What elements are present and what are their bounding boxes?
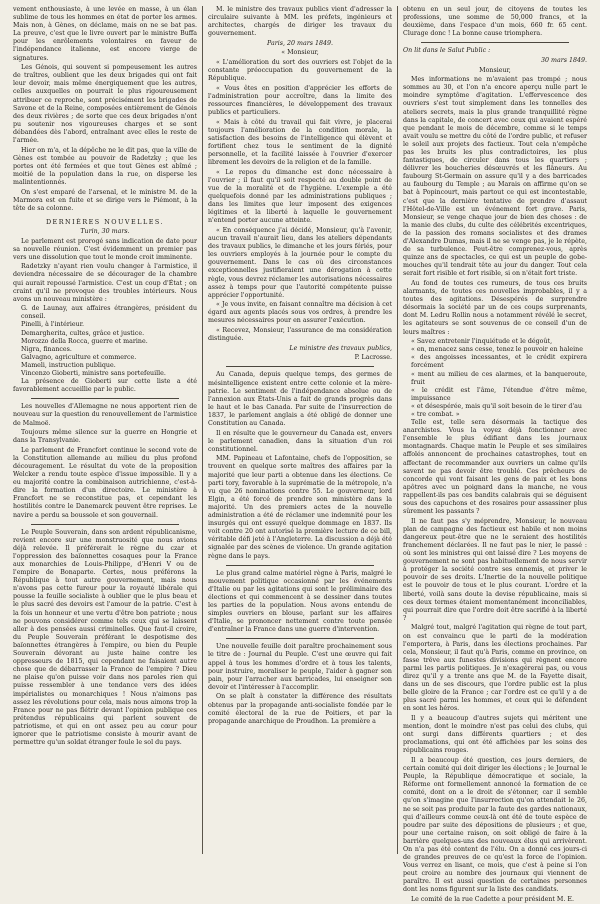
paragraph: Il y a beaucoup d'autres sujets qui méritent une mention, dont le moindre n'est pas celui des clubs, qui ont surgi dans différents quartiers ; et des proclamations, qui ont été affichées par les soins des républicains rouges. [403,714,587,755]
paragraph: « Vous êtes en position d'apprécier les efforts de l'administration pour accroître, dans la limite des ressources financières, le développement des travaux publics et particuliers. [208,84,392,117]
paragraph: Toujours même silence sur la guerre en Hongrie et dans la Transylvanie. [13,429,197,445]
paragraph: Il ne faut pas s'y méprendre, Monsieur, le nouveau plan de campagne des factieux est habile et non moins dangereux peut-être que ne le seraient des hostilités franchement déclarées. Il ne faut pas le nier, le passé : où sont les ministres qui ont laissé dire ? Les moyens de gouvernement ne sont pas habituellement de nous servir à protéger la société contre ses ennemis, et priver le pouvoir de ses droits. L'Inertie de la nouvelle politique est le pouvoir de tous et le plus courant. L'ordre et la liberté, voilà sans doute la devise républicaine, mais si ces deux termes étaient momentanément inconciliables, qui pourrait dire que l'ordre doit être sacrifié à la liberté ? [403,517,587,622]
paragraph: « Recevez, Monsieur, l'assurance de ma considération distinguée. [208,327,392,343]
paragraph: Hier on m'a, et la dépêche ne le dit pas, que la ville de Gènes est tombée au pouvoir de Radetzky ; que les portes ont été fermées et que tout Gènes est abîmé ; moitié de la population dans la rue, on disperse les malintentionnés. [13,146,197,186]
divider [31,398,179,399]
divider [421,42,569,43]
signature-name: P. Lacrosse. [354,354,392,362]
divider [226,366,374,367]
salutation: « Monsieur, [281,49,319,57]
divider [226,565,374,566]
paragraph: Le parlement de Francfort continue le second vote de la Constitution allemande au milieu du plus profond découragement. Le résultat du vote de la proposition Welcker a rendu toute espèce d'issue impossible. Il y a eu majorité contre la combinaison autrichienne, c'est-à-dire la formation d'un directoire. Le ministère à Francfort ne se reconstitue pas, et cependant les hostilités contre le Danemarck peuvent être reprises. Le navire a perdu sa boussole et son gouvernail. [13,446,197,519]
paragraph: Le comité de la rue Cadette a pour président M. E. [411,896,574,904]
quote-line: « tre combat. » [411,411,460,418]
paragraph: « En conséquence j'ai décidé, Monsieur, qu'à l'avenir, aucun travail n'aurait lieu, dans les ateliers dépendants des travaux publics, le dimanche et les jours fériés, pour les ouvriers employés à la journée pour le compte du gouvernement. Dans le cas où des circonstances exceptionnelles justifieraient une dérogation à cette règle, vous devrez réclamer les autorisations nécessaires assez à temps pour que l'autorité compétente puisse apprécier l'opportunité. [208,226,392,299]
ministry-item: Vincenzo Gioberti, ministre sans portefeuille. [21,370,166,378]
paragraph: Radetzky n'ayant rien voulu changer à l'armistice, il deviendra nécessaire de se décourager de la chambre qui aurait repoussé l'armistice. C'est un coup d'État ; on craint qu'il ne provoque des troubles intérieurs. Nous avons un nouveau ministère : [13,263,197,303]
paragraph: Malgré tout, malgré l'agitation qui règne de tout part, on est convaincu que le parti de la modération l'emportera, à Paris, dans les élections prochaines. Par cela, Monsieur, il faut qu'à Paris, comme en province, on fasse trêve aux funestes divisions qui règnent encore parmi les partis politiques. Je n'exagérerai pas, ou vous direz qu'il y a trente ans que M. de la Fayette disait, dans un de ses discours, que l'ordre public est la plus belle gloire de la France ; car l'ordre est ce qu'il y a de plus sacré parmi les hommes, et ceux qui le défendent en sont les héros. [403,624,587,713]
dateline: Turin, 30 mars. [80,227,130,235]
quote-line: « et désespérée, mais qu'il soit besoin de le tirer d'au [411,402,582,410]
quote-line: « le crédit est l'âme, l'étendue d'être même, impuissance [411,386,587,402]
salutation: Monsieur, [479,66,511,74]
paragraph: obtenu en un seul jour, de citoyens de toutes les professions, une somme de 50,000 francs, et la deuxième, dans l'espace d'un mois, 660 fr. 65 cent. Clurage donc ! La bonne cause triomphera. [403,6,587,38]
paragraph: « Je vous invite, en faisant connaître ma décision à cet égard aux agents placés sous vos ordres, à prendre les mesures nécessaires pour en assurer l'exécution. [208,301,392,325]
paragraph: Les nouvelles d'Allemagne ne nous apportent rien de nouveau sur la question du renouvellement de l'armistice de Malmoë. [13,403,197,427]
paragraph: « Le repos du dimanche est donc nécessaire à l'ouvrier ; il faut qu'il soit respecté au double point de vue de la moralité et de l'hygiène. L'exemple a été quelquefois donné par les administrations publiques ; dans les limites que leur imposent des exigences légitimes et la liberté à laquelle le gouvernement n'entend porter aucune atteinte. [208,168,392,225]
ministry-item: Mameli, instruction publique. [21,361,116,369]
paragraph: Le parlement est prorogé sans indication de date pour sa nouvelle réunion. C'est évidemment un premier pas vers une dissolution que tout le monde croit imminente. [13,237,197,261]
paragraph: Mes informations ne m'avaient pas trompé ; nous sommes au 30, et l'on n'a encore aperçu nulle part le moindre symptôme d'agitation. L'effervescence des ouvriers s'est tout simplement dans les tonnelles des ateliers secrets, mais la plus grande tranquillité règne dans la capitale, de concert avec ceux qui avaient espéré que pendant le mois de décembre, comme si le temps avait voulu se mettre du côté de l'ordre public, et refuser le soleil aux projets des factieux. Tout cela n'empêche pas les bruits les plus contradictoires, les plus fantastiques, de circuler dans tous les quartiers ; délivrer les boucheries désœuvrés et les flâneurs. Au faubourg St-Germain on assure qu'il y a des barricades au faubourg du Temple ; au Marais on affirme qu'on se bat à Popincourt, mais partout ce qui est incontestable, c'est que la dernière tentative de prendre d'assaut l'Hôtel-de-Ville est un événement fort grave. Paris, Monsieur, se venge chaque jour de bien des choses : de la manie des clubs, du culte des célébrités excentriques, de la passion des romans socialistes et des drames d'Alexandre Dumas, mais il ne se venge pas, je le répète, de sa turbulence. Peut-être comprenez-vous, après quinze ans de spectacles, ce qui est un peuple de gobe-mouches qu'il tendrait tête au jour du danger. Tout cela serait fort risible et fort risible, si on n'était fort triste. [403,76,587,278]
ministry-item: Nigra, finances. [21,345,72,353]
section-header-dernieres-nouvelles: DERNIÈRES NOUVELLES. [45,217,165,226]
ministry-item: G. de Launay, aux affaires étrangères, président du conseil. [21,305,197,321]
signature-title: Le ministre des travaux publics, [289,344,392,352]
quote-line: « en, menacez sans cesse, tenez le pouvoir en haleine [411,346,583,354]
dateline: 30 mars 1849. [540,56,587,64]
paragraph: « L'amélioration du sort des ouvriers est l'objet de la constante préoccupation du gouvernement de la République. [208,59,392,83]
dateline: Paris, 20 mars 1849. [267,39,333,47]
paragraph: On s'est emparé de l'arsenal, et le ministre M. de la Marmora est en fuite et se dirige vers le Piémont, à la tête de sa colonne. [13,188,197,212]
column-1 [8,6,202,854]
paragraph: M. le ministre des travaux publics vient d'adresser la circulaire suivante à MM. les préfets, ingénieurs et architectes, chargés de diriger les travaux du gouvernement. [208,6,392,38]
column-3 [397,6,592,904]
ministry-item: Galvagno, agriculture et commerce. [21,353,137,361]
paragraph: vement enthousiaste, à une levée en masse, à un élan sublime de tous les hommes en état de porter les armes. Mais non, à Gènes, on déclame, mais on ne se bat pas. La preuve, c'est que le livre ouvert par le ministre Buffa pour les enrôlements volontaires en faveur de l'indépendance italienne, est encore vierge de signatures. [13,6,197,62]
paragraph: Les Génois, qui souvent si pompeusement les autres de traîtres, oublient que les deux brigades qui ont fait leur devoir, mais même énergiquement que les autres, celles auxquelles on pourrait le plus rigoureusement attribuer ce reproche, sont précisément les brigades de Savone et de la Reine, composées entièrement de Génois des deux rivières ; de sorte que ces deux brigades n'ont pu soutenir nos vigoureuses charges et se sont débandées dès l'abord, entraînant avec elles le reste de l'armée. [13,64,197,144]
paragraph: Telle est, telle sera désormais la tactique des anarchistes. Vous la voyez déjà fonctionner avec l'ensemble le plus édifiant dans les journaux montagnards. Chaque matin le Peuple et ses similaires affolés annoncent de prochaines catastrophes, tout en affectant de recommander aux ouvriers un calme qu'ils savent ne pas devoir être troublé. Ces prêcheurs de concorde qui vont faisant les gens de paix et les bons apôtres avec un poignard dans la manche, ne vous rappellent-ils pas ces bandits calabrais qui se déguisent sous des capuchons et des rosaires pour assassiner plus sûrement les passants ? [403,419,587,516]
paragraph: Une nouvelle feuille doit paraître prochainement sous le titre de : Journal du Peuple. C'est une œuvre qui fait appel à tous les hommes d'ordre et à tous les talents, pour instruire, moraliser le peuple, l'aider à gagner son pain, pour l'arracher aux barricades, lui enseigner son devoir et l'intéresser à l'accomplir. [208,643,392,691]
divider [226,638,374,639]
quote-line: « des angoisses incessantes, et le crédit expirera forcément [411,354,587,370]
paragraph: Le plus grand calme matériel règne à Paris, malgré le mouvement politique occasionné par les événements d'Italie ou par les agitations qui sont le préliminaire des élections et qui commencent à se dessiner dans toutes les parties de la population. Nous avons entendu de simples ouvriers en blouse, parlant sur les affaires d'Italie, se prononcer nettement contre toute pensée d'entraîner la France dans une guerre d'intervention. [208,569,392,634]
paragraph: MM. Papineau et Lafontaine, chefs de l'opposition, se trouvent en quelque sorte maîtres des affaires par la majorité que leur parti a obtenue dans les élections. Ce parti tory, favorable à la suprématie de la métropole, n'a vu que 26 nominations contre 55. Le gouverneur, lord Elgin, a été forcé de prendre son ministère dans la majorité. Un des premiers actes de la nouvelle administration a été de réclamer une indemnité pour les insurgés qui ont essuyé quelque dommage en 1837. Ils voit contre 20 ont autorisé la première lecture de ce bill, véritable défi jeté à l'Angleterre. La discussion a déjà été signalée par des scènes de violence. Un grande agitation règne dans le pays. [208,455,392,560]
paragraph: Le Peuple Souverain, dans son ardent républicanisme, revient encore sur une monstruosité que nous avions déjà relevée. Il préférerait le règne du czar et l'oppression des baïonnettes cosaques pour la France aux monarchies de Louis-Philippe, d'Henri V ou de l'empire de Bonaparte. Certes, nous préférons la République à tout autre gouvernement, mais nous n'avons pas cette fureur pour la royauté libérale qui pousse la feuille socialiste à oublier que le plus beau et le plus sacré des devoirs est l'amour de la patrie. C'est à la fois un honneur et une vertu d'être bon patriote ; nous ne pouvons considérer comme tels ceux qui se laissent aller à des pensées aussi criminelles. Que faut-il croire, du Peuple Souverain préférant le despotisme des baïonnettes étrangères à l'empire, ou bien du Peuple Souverain dévorant au juste haine contre les oppresseurs de 1815, qui cependant ne faisaient autre chose que de débarrasser la France de l'empire ? Dieu ne plaise qu'on puisse voir dans nos paroles rien qui puisse ressembler à une tendance vers des idées impérialistes ou monarchiques ! Nous n'aimons pas assez les révolutions pour cela, mais nous aimons trop la France pour ne pas flétrir devant l'opinion publique ces prétendus républicains qui parlent souvent de patriotisme, et qui en ont assez peu au cœur pour ignorer que le patriotisme consiste à mourir avant de permettre qu'un soldat étranger foule le sol du pays. [13,528,197,747]
paragraph: Au fond de toutes ces rumeurs, de tous ces bruits alarmants, de toutes ces nouvelles improbables, il y a toutes des agitations. Désespérés de surprendre désormais la société par un de ces coups surprenants, dont M. Ledru Rollin nous a notamment révélé le secret, les agitateurs se sont souvenus de ce conseil d'un de leurs maîtres : [403,280,587,336]
quote-line: « Savez entretenir l'inquiétude et le dégoût, [411,338,553,346]
paragraph: On se plaît à constater la différence des résultats obtenus par la propagande anti-socialiste fondée par le comité électoral de la rue de Poitiers, et par la propagande anarchique de Proudhon. La première a [208,693,392,725]
quote-block [403,338,587,419]
paragraph: Au Canada, depuis quelque temps, des germes de mésintelligence existent entre cette colonie et la mère-patrie. Le sentiment de l'indépendance absolue ou de l'annexion aux États-Unis a fait de grands progrès dans le haut et le bas Canada. Par suite de l'insurrection de 1837, le parlement anglais a été obligé de donner une Constitution au Canada. [208,371,392,427]
quote-line: « ment au milieu de ces alarmes, et la banqueroute, fruit [411,370,587,386]
ministry-list [13,305,197,378]
divider [31,524,179,525]
source-line: On lit dans le Salut Public : [403,47,491,55]
paragraph: « Mais à côté du travail qui fait vivre, je placerai toujours l'amélioration de la condition morale, la satisfaction des besoins de l'intelligence qui élèvent et fortifient chez tous le sentiment de la dignité personnelle, et la facilité laissée à l'ouvrier d'exercer librement les devoirs de la religion et de la famille. [208,118,392,167]
ministry-item: Pinelli, à l'intérieur. [21,321,85,329]
ministry-item: Morozzo della Rocca, guerre et marine. [21,337,148,345]
paragraph: Il en résulte que le gouverneur du Canada est, envers le parlement canadien, dans la situation d'un roi constitutionnel. [208,429,392,453]
column-2 [202,6,397,854]
paragraph: La présence de Gioberti sur cette liste a été favorablement accueillie par le public. [13,378,197,394]
ministry-item: Demargherita, cultes, grâce et justice. [21,329,145,337]
paragraph: Il a beaucoup été question, ces jours derniers, de certain comité qui doit diriger les élections ; le Journal le Peuple, la République démocratique et sociale, la Réforme ont formellement annoncé la formation de ce comité, dont on a le droit de s'étonner, car il semble qu'on s'imagine que l'insurrection qu'on attendait le 26, ne se soit pas produite par la faute des gardes nationaux, qui d'ailleurs comme ceux-là ont été de toute espèce de poudre par suite des dépositions de plusieurs ; et que, pour une certaine raison, on soit obligé de faire à la barrière quelques-uns des nouveaux élus qui arrivèrent. On n'a pas été content de l'élu. On a donné ces jours-ci de grandes preuves de ce qu'est la force de l'opinion. Vous verrez en lisant, ce mois, que c'est à peine si l'on peut croire au nombre des journaux qui viennent de paraître. Il est aussi question de certaines personnes dont les noms figurent sur la liste des candidats. [403,756,587,894]
